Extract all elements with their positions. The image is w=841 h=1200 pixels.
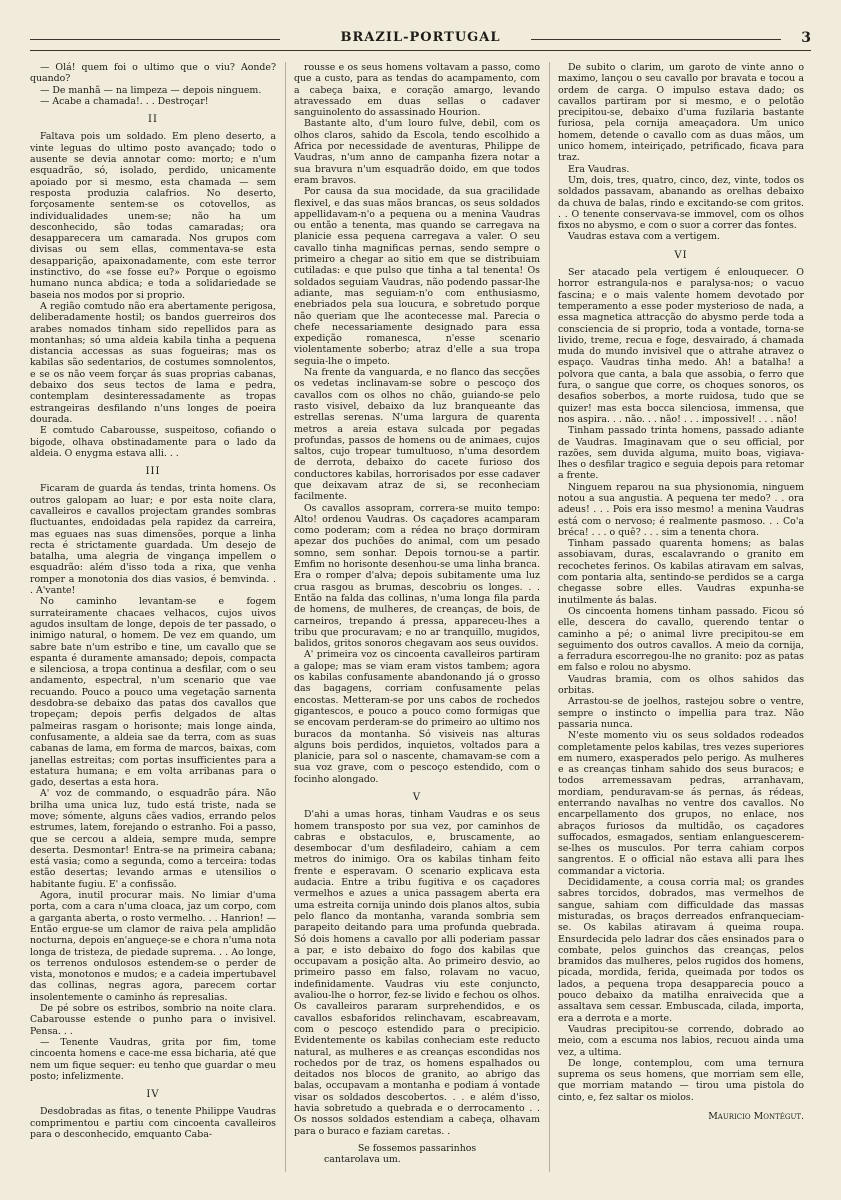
header-rule-right — [531, 39, 781, 40]
paragraph: Na frente da vanguarda, e no flanco das secções os vedetas inclinavam-se sobre o pescoço dos cavallos com os olhos no chão, guiando-se pelo rasto visivel, debaixo da luz branqueante das estrellas serenas. N'uma largura de quarenta metros a areia estava sulcada por pegadas profundas, passos de homens ou de animaes, cujos saltos, cujo tropear tumultuoso, n'uma desordem de derrota, debaixo do cacete furioso dos conductores kabilas, horrorisados por esse cadaver que deixavam atraz de si, se reconheciam facilmente. — [294, 367, 540, 503]
section-heading: VI — [674, 249, 688, 261]
paragraph: Arrastou-se de joelhos, rastejou sobre o ventre, sempre o instincto o impellia para traz. Não passaria nunca. — [558, 696, 804, 730]
paragraph: Tinham passado trinta homens, passado adiante de Vaudras. Imaginavam que o seu official, por razões, sem duvida alguma, muito boas, vigiava-lhes o desfilar tragico e seguia depois para retomar a frente. — [558, 425, 804, 482]
section-heading: II — [148, 114, 158, 126]
column-divider — [549, 62, 550, 1172]
column-2 — [294, 62, 540, 1172]
paragraph: Decididamente, a cousa corria mal; os grandes sabres torcidos, dobrados, mas vermelhos de sangue, sahiam com difficuldade das massas misturadas, os braços derreados enfranqueciam-se. Os kabilas atiravam á queima roupa. Ensurdecida pelo ladrar dos cães ensinados para o combate, pelos guinchos das creanças, pelos bramidos das mulheres, pelos rugidos dos homens, picada, mordida, ferida, queimada por todos os lados, a pequena tropa desapparecia pouco a pouco debaixo da matilha enraivecida que a assaltava sem cessar. Embuscada, cilada, importa, era a derrota e a morte. — [558, 877, 804, 1024]
paragraph: A região comtudo não era abertamente perigosa, deliberadamente hostil; os bandos guerreiros dos arabes nomados tinham sido repellidos para as montanhas; só uma aldeia kabila tinha a pequena distancia accessas as suas fogueiras; mas os kabilas são sedentarios, de costumes somnolentos, e se os não veem forçar ás suas proprias cabanas, debaixo dos seus tectos de lama e pedra, contemplam desinteressadamente as tropas estrangeiras desfilando n'uns longes de poeira dourada. — [30, 300, 276, 425]
section-heading: IV — [146, 1089, 160, 1101]
paragraph: Um, dois, tres, quatro, cinco, dez, vinte, todos os soldados passavam, abanando as orelhas debaixo da chuva de balas, rindo e excitando-se com gritos. . . O tenente conservava-se immovel, com os olhos fixos no abysmo, e com o suor a correr das fontes. — [558, 174, 804, 232]
paragraph: De longe, contemplou, com uma ternura suprema os seus homens, que morriam sem elle, que morriam matando — tirou uma pistola do cinto, e, fez saltar os miolos. — [558, 1057, 804, 1103]
column-divider — [285, 62, 286, 1172]
paragraph: Os cincoenta homens tinham passado. Ficou só elle, descera do cavallo, querendo tentar o caminho a pé; o animal livre precipitou-se em seguimento dos outros cavallos. A meio da cornija, a ferradura escorregou-lhe no granito: poz as patas em falso e rolou no abysmo. — [558, 605, 804, 674]
paragraph: Por causa da sua mocidade, da sua gracilidade flexivel, e das suas mãos brancas, os seus soldados appellidavam-n'o a pequena ou a menina Vaudras ou então a tenenta, mas quando se carregava na planicie essa pequena carregava a valer. O seu cavallo tinha magnificas pernas, sendo sempre o primeiro a chegar ao sitio em que se distribuiam cutiladas: e que pulso que tinha a tal tenenta! Os soldados seguiam Vaudras, não podendo passar-lhe adiante, mas seguiam-n'o com enthusiasmo, enebriados pela sua loucura, e sobretudo porque não queriam que lhe acontecesse mal. Parecia o chefe necessariamente designado para essa expedição romanesca, n'esse scenario violentamente soberbo; atraz d'elle a sua tropa seguia-lhe o impeto. — [294, 186, 540, 367]
paragraph: De subito o clarim, um garoto de vinte anno o maximo, lançou o seu cavallo por bravata e tocou a ordem de carga. O impulso estava dado; os cavallos partiram por si mesmo, e o pelotão precipitou-se, debaixo d'uma fuzilaria bastante furiosa, pela cornija ameaçadora. Um unico homem, detende o cavallo com as duas mãos, um unico homem, inteiriçado, petrificado, ficava para traz. — [558, 62, 804, 164]
paragraph: De pé sobre os estribos, sombrio na noite clara. Cabarousse estende o punho para o invisivel. Pensa. . . — [30, 1003, 276, 1037]
paragraph: — Acabe a chamada!. . . Destroçar! — [40, 95, 209, 107]
paragraph: Ficaram de guarda ás tendas, trinta homens. Os outros galopam ao luar; e por esta noite clara, cavalleiros e cavallos projectam grandes sombras fluctuantes, endoidadas pela rapidez da carreira, mas eguaes nas suas dimensões, porque a linha recta é strictamente guardada. Um desejo de batalha, uma alegria de vingança impellem o esquadrão: além d'isso toda a rixa, que venha romper a monotonia dos dias vasios, é bemvinda. . . A'vante! — [30, 483, 276, 597]
verse-line: Se fossemos passarinhos — [357, 1142, 477, 1154]
paragraph: Vaudras precipitou-se correndo, dobrado ao meio, com a escuma nos labios, recuou ainda uma vez, a ultima. — [558, 1023, 804, 1058]
paragraph: A' primeira voz os cincoenta cavalleiros partiram a galope; mas se viam eram vistos tambem; agora os kabilas confusamente abandonando já o grosso das bagagens, corriam confusamente pelas encostas. Metteram-se por uns cabos de rochedos gigantescos, e pouco a pouco como formigas que se encovam perderam-se do primeiro ao ultimo nos buracos da montanha. Só visiveis nas alturas alguns bois perdidos, inquietos, voltados para a planicie, para sol o nascente, chamavam-se com a sua voz grave, com o pescoço estendido, com o focinho alongado. — [294, 649, 540, 785]
paragraph: Vaudras estava com a vertigem. — [568, 231, 720, 243]
paragraph: Tinham passado quarenta homens; as balas assobiavam, duras, escalavrando o granito em recochetes ferinos. Os kabilas atiravam em salvas, com pontaria alta, sentindo-se perdidos se a carga chegasse sobre elles. Vaudras expunha-se inutilmente ás balas. — [558, 538, 804, 606]
paragraph: Ser atacado pela vertigem é enlouquecer. O horror estrangula-nos e paralysa-nos; o vacuo fascina; e o mais valente homem devotado por temperamento a esse poder mysterioso de nada, a essa magnetica attracção do abysmo perde toda a consciencia de si proprio, toda a vontade, torna-se livido, treme, recua e foge, desvairado, á chamada muda do mundo invisivel que o attrahe atravez o espaço. Vaudras tinha medo. Ah! a batalha! a polvora que canta, a bala que assobia, o ferro que fura, o sangue que corre, os choques sonoros, os desafios soberbos, a morte ruidosa, tudo que se quizer! mas esta bocca silenciosa, immensa, que nos aspira. . . não. . . não! . . . impossivel! . . . não! — [558, 267, 804, 425]
section-heading: III — [145, 466, 161, 478]
paragraph: Era Vaudras. — [568, 163, 630, 175]
paragraph: Faltava pois um soldado. Em pleno deserto, a vinte leguas do ultimo posto avançado; todo o ausente se devia annotar como: morto; e n'um esquadrão, só, isolado, perdido, unicamente apoiado por si mesmo, esta chamada — sem resposta produzia calafrios. No deserto, forçosamente sentem-se os cotovellos, as individualidades unem-se; não ha um desconhecido, são todas camaradas; ora desapparecera um camarada. Nos grupos com divisas ou sem ellas, commentava-se esta desapparição, apaixonadamente, com este terror instinctivo, do «se fosse eu?» Porque o egoismo humano nunca abdica; e toda a solidariedade se baseia nos modos por si proprio. — [30, 131, 276, 301]
paragraph: Agora, inutil procurar mais. No limiar d'uma porta, com a cara n'uma cloaca, jaz um corpo, com a garganta aberta, o rosto vermelho. . . Hanrion! — Então ergue-se um clamor de raiva pela amplidão nocturna, depois en'angueçe-se e chora n'uma nota longa de tristeza, de piedade suprema. . . Ao longe, os terrenos ondulosos estendem-se o perder de vista, monotonos e mudos; e a cadeia impertubavel das collinas, negras agora, parecem cortar insolentemente o caminho ás represalias. — [30, 890, 276, 1003]
paragraph: No caminho levantam-se e fogem surrateiramente chacaes velhacos, cujos uivos agudos insultam de longe, depois de ter passado, o inimigo natural, o homem. De vez em quando, um sabre bate n'um estribo e tine, um cavallo que se espanta é duramente amansado; depois, compacta e silenciosa, a tropa continua a desfilar, com o seu andamento, espectral, n'um scenario que vae recuando. Pouco a pouco uma vegetação sarnenta desdobra-se debaixo das patas dos cavallos que tropeçam; depois perfis delgados de altas palmeiras rasgam o horisonte; mais longe ainda, confusamente, a aldeia sae da terra, com as suas cabanas de lama, em forma de marcos, baixas, com janellas estreitas; com portas insufficientes para a estatura humana; e em volta arribanas para o gado, desertas a esta hora. — [30, 596, 276, 789]
paragraph: — Tenente Vaudras, grita por fim, tome cincoenta homens e cace-me essa bicharia, até que nem um fique sequer: eu tenho que guardar o meu posto; infelizmente. — [30, 1036, 276, 1082]
paragraph: Vaudras bramia, com os olhos sahidos das orbitas. — [558, 673, 804, 697]
paragraph: — Olá! quem foi o ultimo que o viu? Aonde? quando? — [30, 62, 276, 85]
column-1 — [30, 62, 276, 1172]
column-3 — [558, 62, 804, 1172]
paragraph: — De manhã — na limpeza — depois ninguem. — [40, 84, 262, 96]
verse-line: cantarolava um. — [324, 1154, 401, 1166]
paragraph: N'este momento viu os seus soldados rodeados completamente pelos kabilas, tres vezes superiores em numero, exasperados pelo perigo. As mulheres e as creanças tinham sahido dos seus buracos; e todos arremessavam pedras, arranhavam, mordiam, penduravam-se ás pernas, ás rédeas, enterrando navalhas no ventre dos cavallos. No encarpellamento dos grupos, no enlace, nos abraços furiosos da multidão, os caçadores suffocados, esmagados, sentiam enlanguescerem-se-lhes os musculos. Por terra cahiam corpos sangrentos. E o official não estava alli para lhes commandar a victoria. — [558, 730, 804, 877]
masthead-title: BRAZIL-PORTUGAL — [340, 30, 501, 45]
paragraph: D'ahi a umas horas, tinham Vaudras e os seus homem transposto por sua vez, por caminhos de cabras e obstaculos, e, bruscamente, ao desembocar d'um desfiladeiro, cahiam a cem metros do inimigo. Ora os kabilas tinham feito frente e esperavam. O scenario explicava esta audacia. Entre a tribu fugitiva e os caçadores vermelhos e azues a unica passagem aberta era uma estreita cornija unindo dois planos altos, subia pelo flanco da montanha, varanda sombria sem parapeito deitando para uma profunda quebrada. Só dois homens a cavallo por alli poderiam passar a par, e isto debaixo do fogo dos kabilas que occupavam a posição alta. Ao primeiro desvio, ao primeiro passo em falso, rolavam no vacuo, indefinidamente. Vaudras viu este conjuncto, avaliou-lhe o horror, fez-se livido e fechou os olhos. Os cavalleiros pararam surprehendidos, e os cavallos esbaforidos relinchavam, escabreavam, com o pescoço estendido para o precipicio. Evidentemente os kabilas conheciam este reducto natural, as mulheres e as creanças escondidas nos rochedos por de traz, os homens espalhados ou deitados nos blocos de granito, ao abrigo das balas, occupavam a montanha e podiam á vontade visar os soldados descobertos. . . e além d'isso, havia sobretudo a quebrada e o derrocamento . . Os nossos soldados estendiam a cabeça, olhavam para o buraco e faziam caretas. . — [294, 809, 540, 1137]
page-number: 3 — [801, 30, 811, 46]
paragraph: Bastante alto, d'um louro fulve, debil, com os olhos claros, sahido da Escola, tendo escolhido a Africa por necessidade de aventuras, Philippe de Vaudras, n'um anno de campanha fizera notar a sua bravura n'um esquadrão doido, em que todos eram bravos. — [294, 118, 540, 186]
paragraph: rousse e os seus homens voltavam a passo, como que a custo, para as tendas do acampamento, com a cabeça baixa, e coração amargo, levando atravessado em duas sellas o cadaver sanguinolento do assassinado Hourion. — [294, 62, 540, 119]
section-heading: V — [412, 792, 422, 803]
author-signature: Mauricio Montégut. — [708, 1111, 804, 1123]
paragraph: Desdobradas as fitas, o tenente Philippe Vaudras comprimentou e partiu com cincoenta cavalleiros para o desconhecido, emquanto Caba- — [30, 1106, 276, 1141]
paragraph: E comtudo Cabarousse, suspeitoso, cofiando o bigode, olhava obstinadamente para o lado da aldeia. O enygma estava alli. . . — [30, 425, 276, 459]
paragraph: A' voz de commando, o esquadrão pára. Não brilha uma unica luz, tudo está triste, nada se move; sómente, alguns cães vadios, errando pelos estrumes, latem, forejando o estranho. Foi a passo, que se cercou a aldeia, sempre muda, sempre deserta. Desmontar! Entra-se na primeira cabana; está vasia; como a segunda, como a terceira: todas estão desertas; levando armas e utensilios o habitante fugiu. E' a confissão. — [30, 788, 276, 890]
page-header — [30, 28, 811, 51]
paragraph: Ninguem reparou na sua physionomia, ninguem notou a sua angustia. A pequena ter medo? . . ora adeus! . . . Pois era isso mesmo! a menina Vaudras está com o nervoso; é realmente pasmoso. . . Co'a bréca! . . . o quê? . . . sim a tenenta chora. — [558, 481, 804, 538]
article-columns — [30, 62, 811, 1172]
paragraph: Os cavallos assopram, correra-se muito tempo: Alto! ordenou Vaudras. Os caçadores acamparam como poderam; com a rédea no braço dormiram apezar dos puchões do animal, com um pesado somno, sem sonhar. Depois tornou-se a partir. Emfim no horisonte desenhou-se uma linha branca. Era o romper d'alva; depois subitamente uma luz crua rasgou as brumas, descobriu os longes. . . Então na falda das collinas, n'uma longa fila parda de homens, de mulheres, de creanças, de bois, de carneiros, trepando á pressa, appareceu-lhes a tribu que procuravam; e no ar tranquillo, mugidos, balidos, gritos sonoros chegavam aos seus ouvidos. — [294, 502, 540, 650]
